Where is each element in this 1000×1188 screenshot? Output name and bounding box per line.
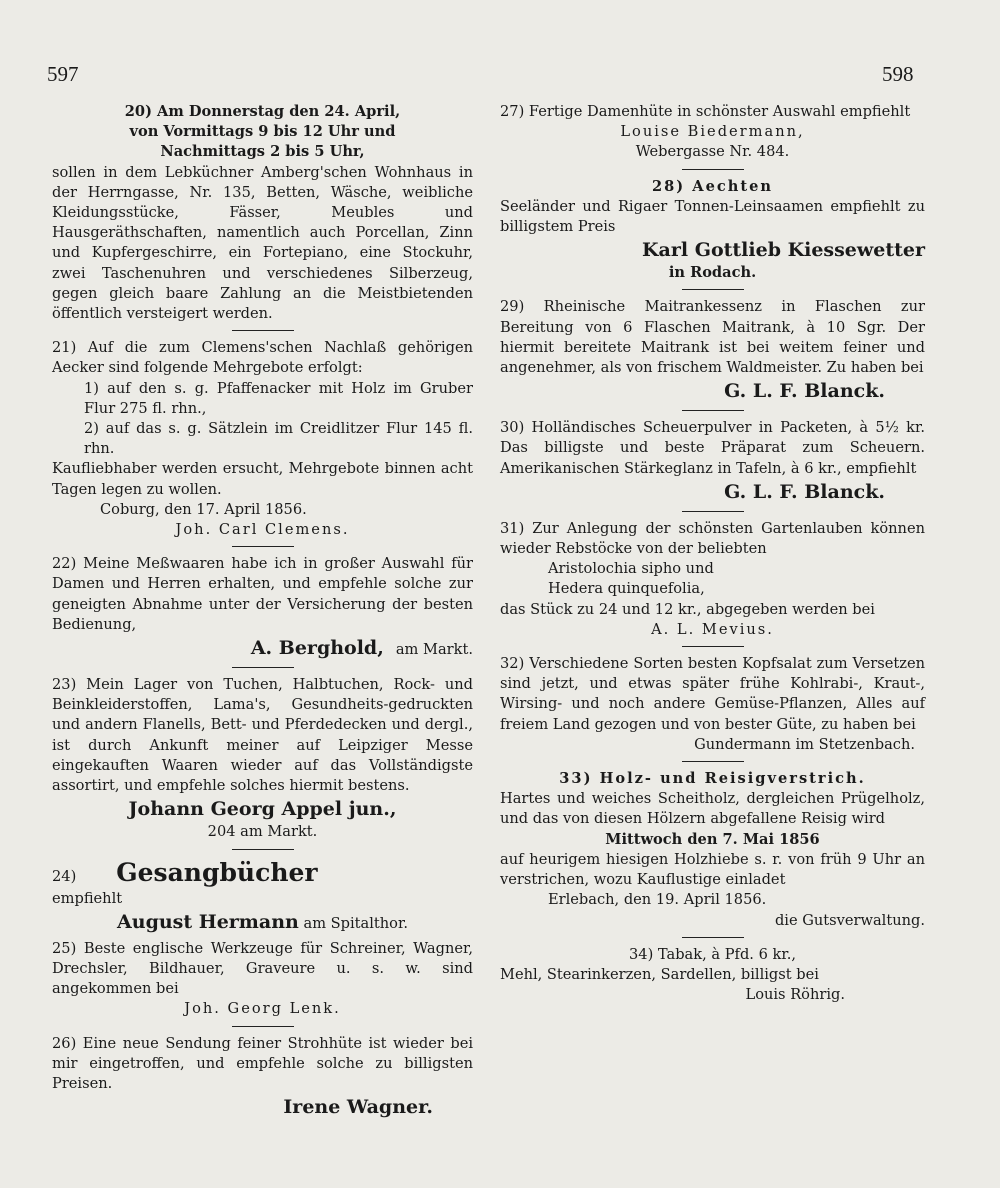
advert-31-body-2: das Stück zu 24 und 12 kr., abgegeben werden bei — [500, 600, 875, 618]
advert-31-body: 31) Zur Anlegung der schönsten Gartenlauben können wieder Rebstöcke von der beliebten — [500, 519, 925, 558]
divider — [232, 546, 294, 547]
advert-23-address: 204 am Markt. — [207, 823, 318, 841]
right-column — [500, 102, 925, 1005]
advert-25 — [52, 939, 473, 1020]
advert-33-date-line: Mittwoch den 7. Mai 1856 — [605, 830, 820, 848]
advert-21-item1: 1) auf den s. g. Pfaffenacker mit Holz im Gruber Flur 275 fl. rhn., — [84, 379, 473, 417]
advert-28-body: Seeländer und Rigaer Tonnen-Leinsaamen empfiehlt zu billigstem Preis — [500, 197, 925, 236]
advert-32-signature: Gundermann im Stetzenbach. — [694, 735, 915, 753]
advert-31-signature: A. L. Mevius. — [651, 620, 774, 638]
divider — [232, 667, 294, 668]
advert-33-place: Erlebach, den 19. April 1856. — [548, 891, 767, 909]
advert-21-intro: 21) Auf die zum Clemens'schen Nachlaß gehörigen Aecker sind folgende Mehrgebote erfolgt: — [52, 339, 473, 377]
advert-33 — [500, 769, 925, 931]
advert-31-plant-1: Aristolochia sipho und — [548, 560, 714, 578]
advert-27-body: 27) Fertige Damenhüte in schönster Auswahl empfiehlt — [500, 103, 911, 120]
advert-28-signature: Karl Gottlieb Kiessewetter — [642, 239, 925, 262]
advert-23-signature: Johann Georg Appel jun., — [128, 798, 397, 821]
advert-24-line: empfiehlt — [52, 889, 123, 907]
divider — [232, 1026, 294, 1027]
advert-34-signature: Louis Röhrig. — [745, 986, 845, 1004]
divider — [682, 511, 744, 512]
divider — [682, 646, 744, 647]
advert-34-line2: Mehl, Stearinkerzen, Sardellen, billigst bei — [500, 965, 819, 983]
advert-31 — [500, 519, 925, 640]
page-number-right: 598 — [882, 62, 914, 86]
advert-33-body: Hartes und weiches Scheitholz, dergleichen Prügelholz, und das von diesen Hölzern abgefallene Reisig wird — [500, 790, 925, 828]
page-number-left: 597 — [47, 62, 79, 86]
advert-24-number: 24) — [52, 867, 77, 885]
advert-20-body: sollen in dem Lebküchner Amberg'schen Wohnhaus in der Herrngasse, Nr. 135, Betten, Wäsche, weibliche Kleidungsstücke, Fässer, Meubles und Hausgeräthschaften, namentlich auch Porcellan, Zinn und Kupfergeschirre, ein Fortepiano, eine Stockuhr, zwei Taschenuhren und verschiedenes Silberzeug, gegen gleich baare Zahlung an die Meistbietenden öffentlich versteigert werden. — [52, 163, 473, 323]
advert-24 — [52, 857, 473, 935]
advert-27 — [500, 102, 925, 163]
advert-22-address: am Markt. — [395, 641, 473, 659]
advert-34-line1: 34) Tabak, à Pfd. 6 kr., — [629, 945, 796, 963]
advert-26 — [52, 1034, 473, 1121]
advert-24-title: Gesangbücher — [116, 857, 318, 887]
advert-21-item2: 2) auf das s. g. Sätzlein im Creidlitzer Flur 145 fl. rhn. — [84, 420, 473, 458]
divider — [232, 330, 294, 331]
advert-34 — [500, 945, 925, 1006]
divider — [682, 937, 744, 938]
advert-32-body: 32) Verschiedene Sorten besten Kopfsalat zum Versetzen sind jetzt, und etwas später frühe Kohlrabi-, Kraut-, Wirsing- und noch andere Gemüse-Pflanzen, Alles auf freiem Land gezogen und von bester Güte, zu haben bei — [500, 655, 925, 733]
advert-22-body: 22) Meine Meßwaaren habe ich in großer Auswahl für Damen und Herren erhalten, und empfehle solche zur geneigten Abnahme unter der Versicherung der besten Bedienung, — [52, 555, 473, 633]
divider — [682, 761, 744, 762]
advert-31-plant-2: Hedera quinquefolia, — [548, 580, 705, 598]
advert-30-signature: G. L. F. Blanck. — [724, 480, 885, 503]
divider — [232, 849, 294, 850]
advert-29-signature: G. L. F. Blanck. — [724, 380, 885, 403]
advert-27-signature: Louise Biedermann, — [620, 123, 805, 141]
advert-32 — [500, 654, 925, 755]
advert-30 — [500, 418, 925, 505]
advert-22 — [52, 554, 473, 661]
advert-33-heading: 33) Holz- und Reisigverstrich. — [559, 770, 866, 788]
advert-20-line1: 20) Am Donnerstag den 24. April, — [124, 103, 401, 120]
advert-20-line2: von Vormittags 9 bis 12 Uhr und — [129, 123, 396, 141]
advert-33-signature: die Gutsverwaltung. — [774, 911, 925, 929]
advert-28-place: in Rodach. — [668, 264, 757, 282]
advert-28-heading: 28) Aechten — [651, 177, 774, 195]
divider — [682, 289, 744, 290]
advert-21-date: Coburg, den 17. April 1856. — [100, 500, 307, 518]
advert-25-signature: Joh. Georg Lenk. — [184, 1000, 341, 1018]
divider — [682, 410, 744, 411]
advert-26-signature: Irene Wagner. — [283, 1096, 433, 1119]
advert-21 — [52, 338, 473, 540]
advert-20-line3: Nachmittags 2 bis 5 Uhr, — [160, 143, 365, 161]
advert-24-signature: August Hermann — [117, 910, 299, 933]
advert-21-signature: Joh. Carl Clemens. — [175, 521, 350, 539]
advert-28 — [500, 177, 925, 284]
advert-25-body: 25) Beste englische Werkzeuge für Schreiner, Wagner, Drechsler, Bildhauer, Graveure u. s. w. sind angekommen bei — [52, 939, 473, 998]
advert-29-body: 29) Rheinische Maitrankessenz in Flaschen zur Bereitung von 6 Flaschen Maitrank, à 10 Sgr. Der hiermit bereitete Maitrank ist bei weitem feiner und angenehmer, als von frischem Waldmeister. Zu haben bei — [500, 298, 925, 377]
advert-24-address: am Spitalthor. — [303, 914, 408, 932]
advert-20 — [52, 102, 473, 324]
advert-21-body: Kaufliebhaber werden ersucht, Mehrgebote binnen acht Tagen legen zu wollen. — [52, 460, 473, 498]
advert-23-body: 23) Mein Lager von Tuchen, Halbtuchen, Rock- und Beinkleiderstoffen, Lama's, Gesundheits-gedruckten und andern Flanells, Bett- und Pferdedecken und dergl., ist durch Ankunft meiner auf Leipziger Messe eingekauften Waaren wieder auf das Vollständigste assortirt, und empfehle solches hiermit bestens. — [52, 676, 473, 795]
divider — [682, 169, 744, 170]
advert-27-address: Webergasse Nr. 484. — [635, 143, 790, 161]
advert-29 — [500, 297, 925, 404]
left-column — [52, 102, 473, 1120]
advert-23 — [52, 675, 473, 842]
advert-30-body: 30) Holländisches Scheuerpulver in Packeten, à 5½ kr. Das billigste und beste Präparat zum Scheuern. Amerikanischen Stärkeglanz in Tafeln, à 6 kr., empfiehlt — [500, 419, 925, 477]
advert-22-signature: A. Berghold, — [250, 637, 384, 660]
advert-26-body: 26) Eine neue Sendung feiner Strohhüte ist wieder bei mir eingetroffen, und empfehle solche zu billigsten Preisen. — [52, 1034, 473, 1092]
advert-33-body-2: auf heurigem hiesigen Holzhiebe s. r. von früh 9 Uhr an verstrichen, wozu Kauflustige einladet — [500, 850, 925, 889]
